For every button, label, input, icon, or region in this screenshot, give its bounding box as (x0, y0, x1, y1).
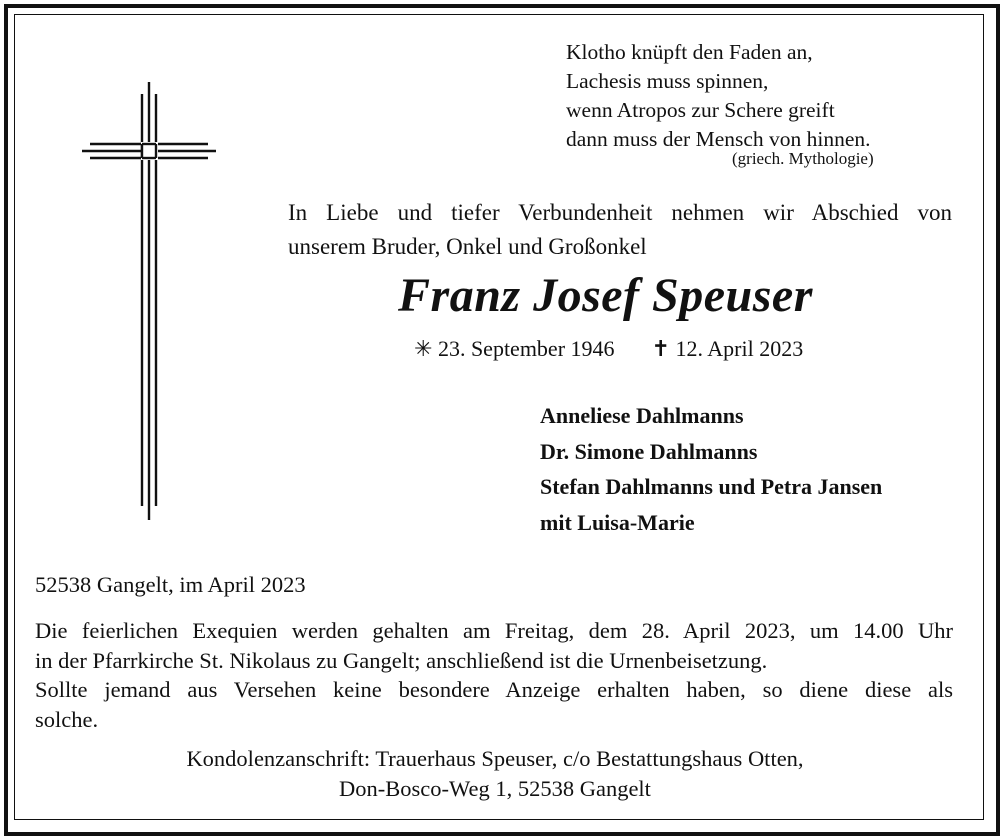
life-dates (414, 336, 803, 362)
details-line: solche. (35, 706, 99, 732)
details-line: Die feierlichen Exequien werden gehalten am Freitag, dem 28. April 2023, um 14.00 Uhr (35, 618, 953, 643)
details-line: Sollte jemand aus Versehen keine besondere Anzeige erhalten haben, so diene diese als (35, 677, 953, 702)
poem-source: (griech. Mythologie) (732, 149, 874, 168)
death-date: 12. April 2023 (675, 336, 804, 361)
intro-line: In Liebe und tiefer Verbundenheit nehmen wir Abschied von (288, 200, 952, 225)
poem-line: Klotho knüpft den Faden an, (566, 40, 813, 64)
survivor-name: mit Luisa-Marie (540, 509, 695, 535)
intro-line: unserem Bruder, Onkel und Großonkel (288, 234, 647, 259)
details-line: in der Pfarrkirche St. Nikolaus zu Gangelt; anschließend ist die Urnenbeisetzung. (35, 647, 768, 673)
service-details (35, 616, 953, 734)
intro-text (288, 196, 952, 264)
poem-line: dann muss der Mensch von hinnen. (566, 127, 871, 151)
birth-date: 23. September 1946 (437, 336, 615, 361)
death-cross-icon: ✝ (651, 336, 670, 361)
poem-line: wenn Atropos zur Schere greift (566, 98, 835, 122)
poem-line: Lachesis muss spinnen, (566, 69, 769, 93)
poem (566, 38, 871, 154)
contact-line: Don-Bosco-Weg 1, 52538 Gangelt (339, 776, 651, 801)
cross-icon (80, 82, 220, 522)
survivor-name: Anneliese Dahlmanns (540, 403, 744, 428)
contact-line: Kondolenzanschrift: Trauerhaus Speuser, c/o Bestattungshaus Otten, (186, 746, 804, 771)
condolence-address (0, 744, 990, 804)
deceased-name: Franz Josef Speuser (398, 269, 813, 322)
survivors-list (540, 398, 882, 540)
place-date: 52538 Gangelt, im April 2023 (35, 572, 306, 597)
survivor-name: Dr. Simone Dahlmanns (540, 438, 758, 464)
birth-star-icon: ✳ (414, 336, 433, 361)
survivor-name: Stefan Dahlmanns und Petra Jansen (540, 474, 883, 499)
